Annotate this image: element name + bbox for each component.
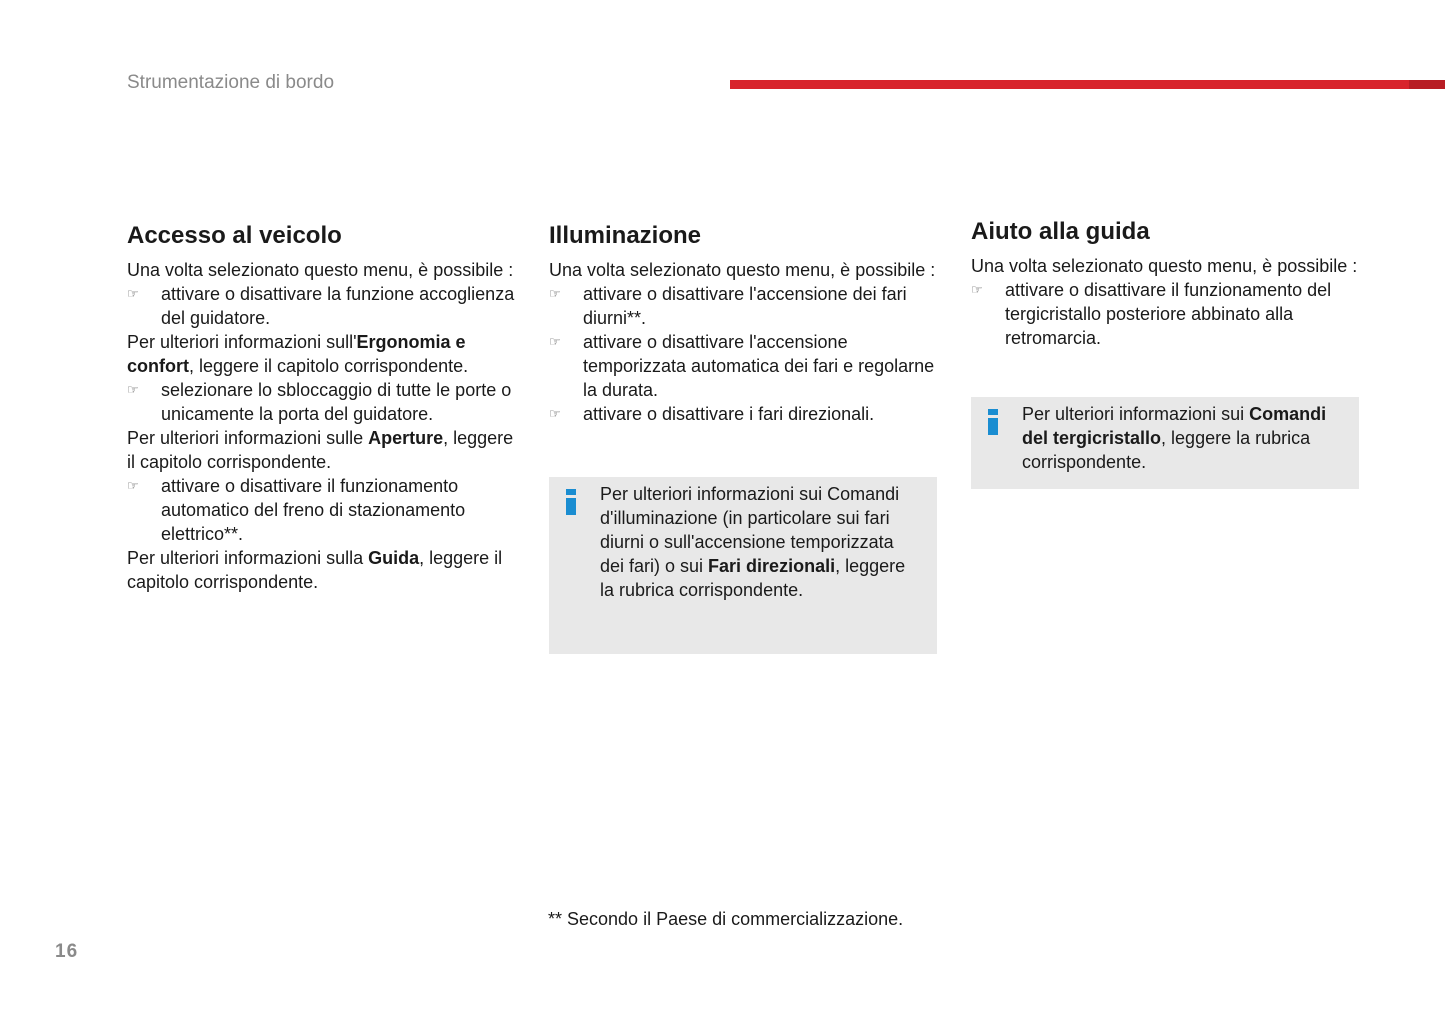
list-item [549, 330, 941, 402]
note-text: Per ulteriori informazioni sulle Aperture, leggere il capitolo corrispondente. [127, 428, 514, 472]
list-item [971, 278, 1363, 350]
list-item [127, 474, 519, 546]
column-vehicle-access [127, 221, 519, 594]
pointing-hand-icon: ☞ [127, 478, 139, 493]
pointing-hand-icon: ☞ [549, 406, 561, 421]
heading-vehicle-access: Accesso al veicolo [127, 222, 342, 249]
column-driving-aid [971, 217, 1363, 350]
bullet-text: attivare o disattivare i fari direzionali. [583, 404, 875, 424]
info-box-lighting [549, 477, 937, 654]
list-item [549, 282, 941, 330]
info-icon [988, 409, 1000, 435]
bullet-text: attivare o disattivare la funzione accoglienza del guidatore. [161, 284, 515, 328]
pointing-hand-icon: ☞ [549, 334, 561, 349]
list-item [127, 378, 519, 426]
list-item [549, 402, 941, 426]
info-text: Per ulteriori informazioni sui Comandi del tergicristallo, leggere la rubrica corrispondente. [1022, 404, 1327, 472]
intro-text: Una volta selezionato questo menu, è possibile : [549, 260, 936, 280]
pointing-hand-icon: ☞ [127, 382, 139, 397]
info-text: Per ulteriori informazioni sui Comandi d'illuminazione (in particolare sui fari diurni o sull'accensione temporizzata dei fari) o sui Fari direzionali, leggere la rubrica corrispondente. [600, 484, 906, 600]
bullet-text: attivare o disattivare il funzionamento automatico del freno di stazionamento elettrico**. [161, 476, 466, 544]
bullet-text: attivare o disattivare il funzionamento del tergicristallo posteriore abbinato alla retromarcia. [1005, 280, 1332, 348]
bullet-text: attivare o disattivare l'accensione temporizzata automatica dei fari e regolarne la durata. [583, 332, 935, 400]
section-title: Strumentazione di bordo [127, 72, 335, 93]
intro-text: Una volta selezionato questo menu, è possibile : [971, 256, 1358, 276]
column-lighting [549, 221, 941, 426]
pointing-hand-icon: ☞ [127, 286, 139, 301]
list-item [127, 282, 519, 330]
pointing-hand-icon: ☞ [971, 282, 983, 297]
heading-driving-aid: Aiuto alla guida [971, 218, 1150, 245]
bullet-text: selezionare lo sbloccaggio di tutte le porte o unicamente la porta del guidatore. [161, 380, 512, 424]
heading-lighting: Illuminazione [549, 222, 702, 249]
footnote: ** Secondo il Paese di commercializzazione. [548, 909, 904, 929]
note-text: Per ulteriori informazioni sull'Ergonomia e confort, leggere il capitolo corrispondente. [127, 332, 469, 376]
pointing-hand-icon: ☞ [549, 286, 561, 301]
bullet-text: attivare o disattivare l'accensione dei fari diurni**. [583, 284, 907, 328]
page-number: 16 [55, 941, 79, 962]
intro-text: Una volta selezionato questo menu, è possibile : [127, 260, 514, 280]
note-text: Per ulteriori informazioni sulla Guida, leggere il capitolo corrispondente. [127, 548, 503, 592]
info-icon [566, 489, 578, 515]
header-accent-bar [730, 80, 1445, 89]
info-box-driving-aid [971, 397, 1359, 489]
